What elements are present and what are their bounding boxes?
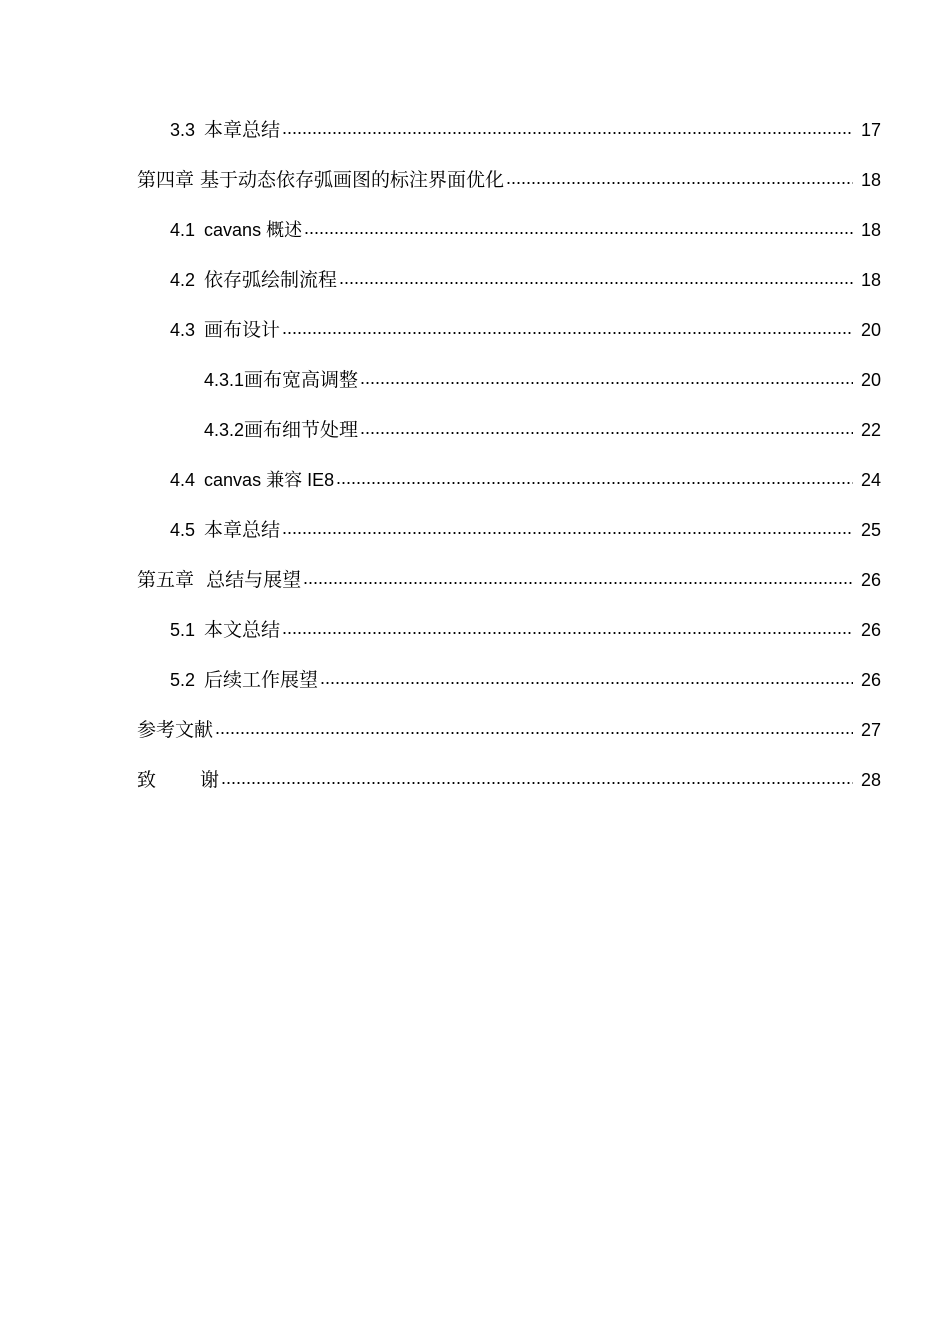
toc-entry-label <box>170 218 304 242</box>
toc-entry[interactable] <box>0 705 950 755</box>
toc-entry-label <box>137 768 221 792</box>
toc-entry-label <box>170 318 282 342</box>
toc-entry-label <box>204 418 360 442</box>
toc-entry-label <box>137 568 303 592</box>
toc-entry-number: 4.3 <box>170 320 196 340</box>
toc-entry-page: 24 <box>860 470 881 490</box>
dot-leader <box>221 782 853 784</box>
toc-entry[interactable] <box>0 405 950 455</box>
dot-leader <box>360 432 853 434</box>
toc-entry-title: 后续工作展望 <box>204 669 319 691</box>
toc-entry-number: 4.5 <box>170 520 196 540</box>
toc-entry-title: 本章总结 <box>204 119 281 141</box>
toc-entry[interactable] <box>0 155 950 205</box>
toc-entry-title: cavans 概述 <box>204 220 303 240</box>
toc-entry-label <box>170 268 339 292</box>
toc-entry[interactable] <box>0 105 950 155</box>
toc-entry-label <box>170 118 282 142</box>
toc-entry-title: 本章总结 <box>204 519 281 541</box>
toc-entry-label <box>137 718 215 742</box>
toc-entry-page: 20 <box>860 370 881 390</box>
toc-entry-title: 参考文献 <box>137 719 214 741</box>
dot-leader <box>282 632 853 634</box>
toc-entry-number: 4.1 <box>170 220 196 240</box>
dot-leader <box>282 532 853 534</box>
toc-entry-page: 20 <box>860 320 881 340</box>
dot-leader <box>336 482 853 484</box>
toc-entry-number: 4.3.2 <box>204 420 245 440</box>
toc-entry-title: 画布细节处理 <box>244 419 359 441</box>
toc-entry-page: 18 <box>860 170 881 190</box>
toc-entry-title: 依存弧绘制流程 <box>204 269 338 291</box>
dot-leader <box>303 582 853 584</box>
toc-entry[interactable] <box>0 455 950 505</box>
toc-entry-page: 22 <box>860 420 881 440</box>
dot-leader <box>282 332 853 334</box>
dot-leader <box>282 132 853 134</box>
dot-leader <box>360 382 853 384</box>
toc-entry-label <box>204 368 360 392</box>
toc-entry-title: 画布宽高调整 <box>244 369 359 391</box>
toc-entry[interactable] <box>0 755 950 805</box>
toc-entry-page: 25 <box>860 520 881 540</box>
toc-entry-page: 28 <box>860 770 881 790</box>
dot-leader <box>215 732 853 734</box>
toc-entry-label <box>170 668 320 692</box>
toc-entry-page: 27 <box>860 720 881 740</box>
toc-entry[interactable] <box>0 305 950 355</box>
toc-entry[interactable] <box>0 505 950 555</box>
toc-entry-title: 画布设计 <box>204 319 281 341</box>
dot-leader <box>339 282 853 284</box>
toc-entry-title: 第五章 总结与展望 <box>137 569 302 591</box>
toc-entry-title: 致 <box>137 769 157 791</box>
toc-entry[interactable] <box>0 605 950 655</box>
toc-entry-page: 26 <box>860 570 881 590</box>
toc-entry-label <box>170 518 282 542</box>
toc-entry-number: 3.3 <box>170 120 196 140</box>
toc-entry-number: 5.1 <box>170 620 196 640</box>
toc-entry-page: 18 <box>860 270 881 290</box>
toc-entry-page: 18 <box>860 220 881 240</box>
toc-entry-title: canvas 兼容 IE8 <box>204 470 335 490</box>
table-of-contents <box>0 105 950 805</box>
toc-entry[interactable] <box>0 355 950 405</box>
toc-entry-page: 17 <box>860 120 881 140</box>
toc-entry-label <box>170 468 336 492</box>
toc-entry-number: 4.2 <box>170 270 196 290</box>
toc-entry-title: 第四章 基于动态依存弧画图的标注界面优化 <box>137 169 505 191</box>
toc-entry[interactable] <box>0 205 950 255</box>
toc-entry-title: 谢 <box>200 769 220 791</box>
dot-leader <box>506 182 853 184</box>
dot-leader <box>320 682 853 684</box>
toc-entry-number: 4.3.1 <box>204 370 245 390</box>
toc-entry[interactable] <box>0 655 950 705</box>
toc-entry[interactable] <box>0 255 950 305</box>
toc-entry-number: 5.2 <box>170 670 196 690</box>
toc-entry-page: 26 <box>860 620 881 640</box>
toc-entry-number: 4.4 <box>170 470 196 490</box>
toc-entry-title: 本文总结 <box>204 619 281 641</box>
toc-entry-page: 26 <box>860 670 881 690</box>
toc-entry-label <box>170 618 282 642</box>
toc-entry[interactable] <box>0 555 950 605</box>
dot-leader <box>304 232 853 234</box>
toc-entry-label <box>137 168 506 192</box>
